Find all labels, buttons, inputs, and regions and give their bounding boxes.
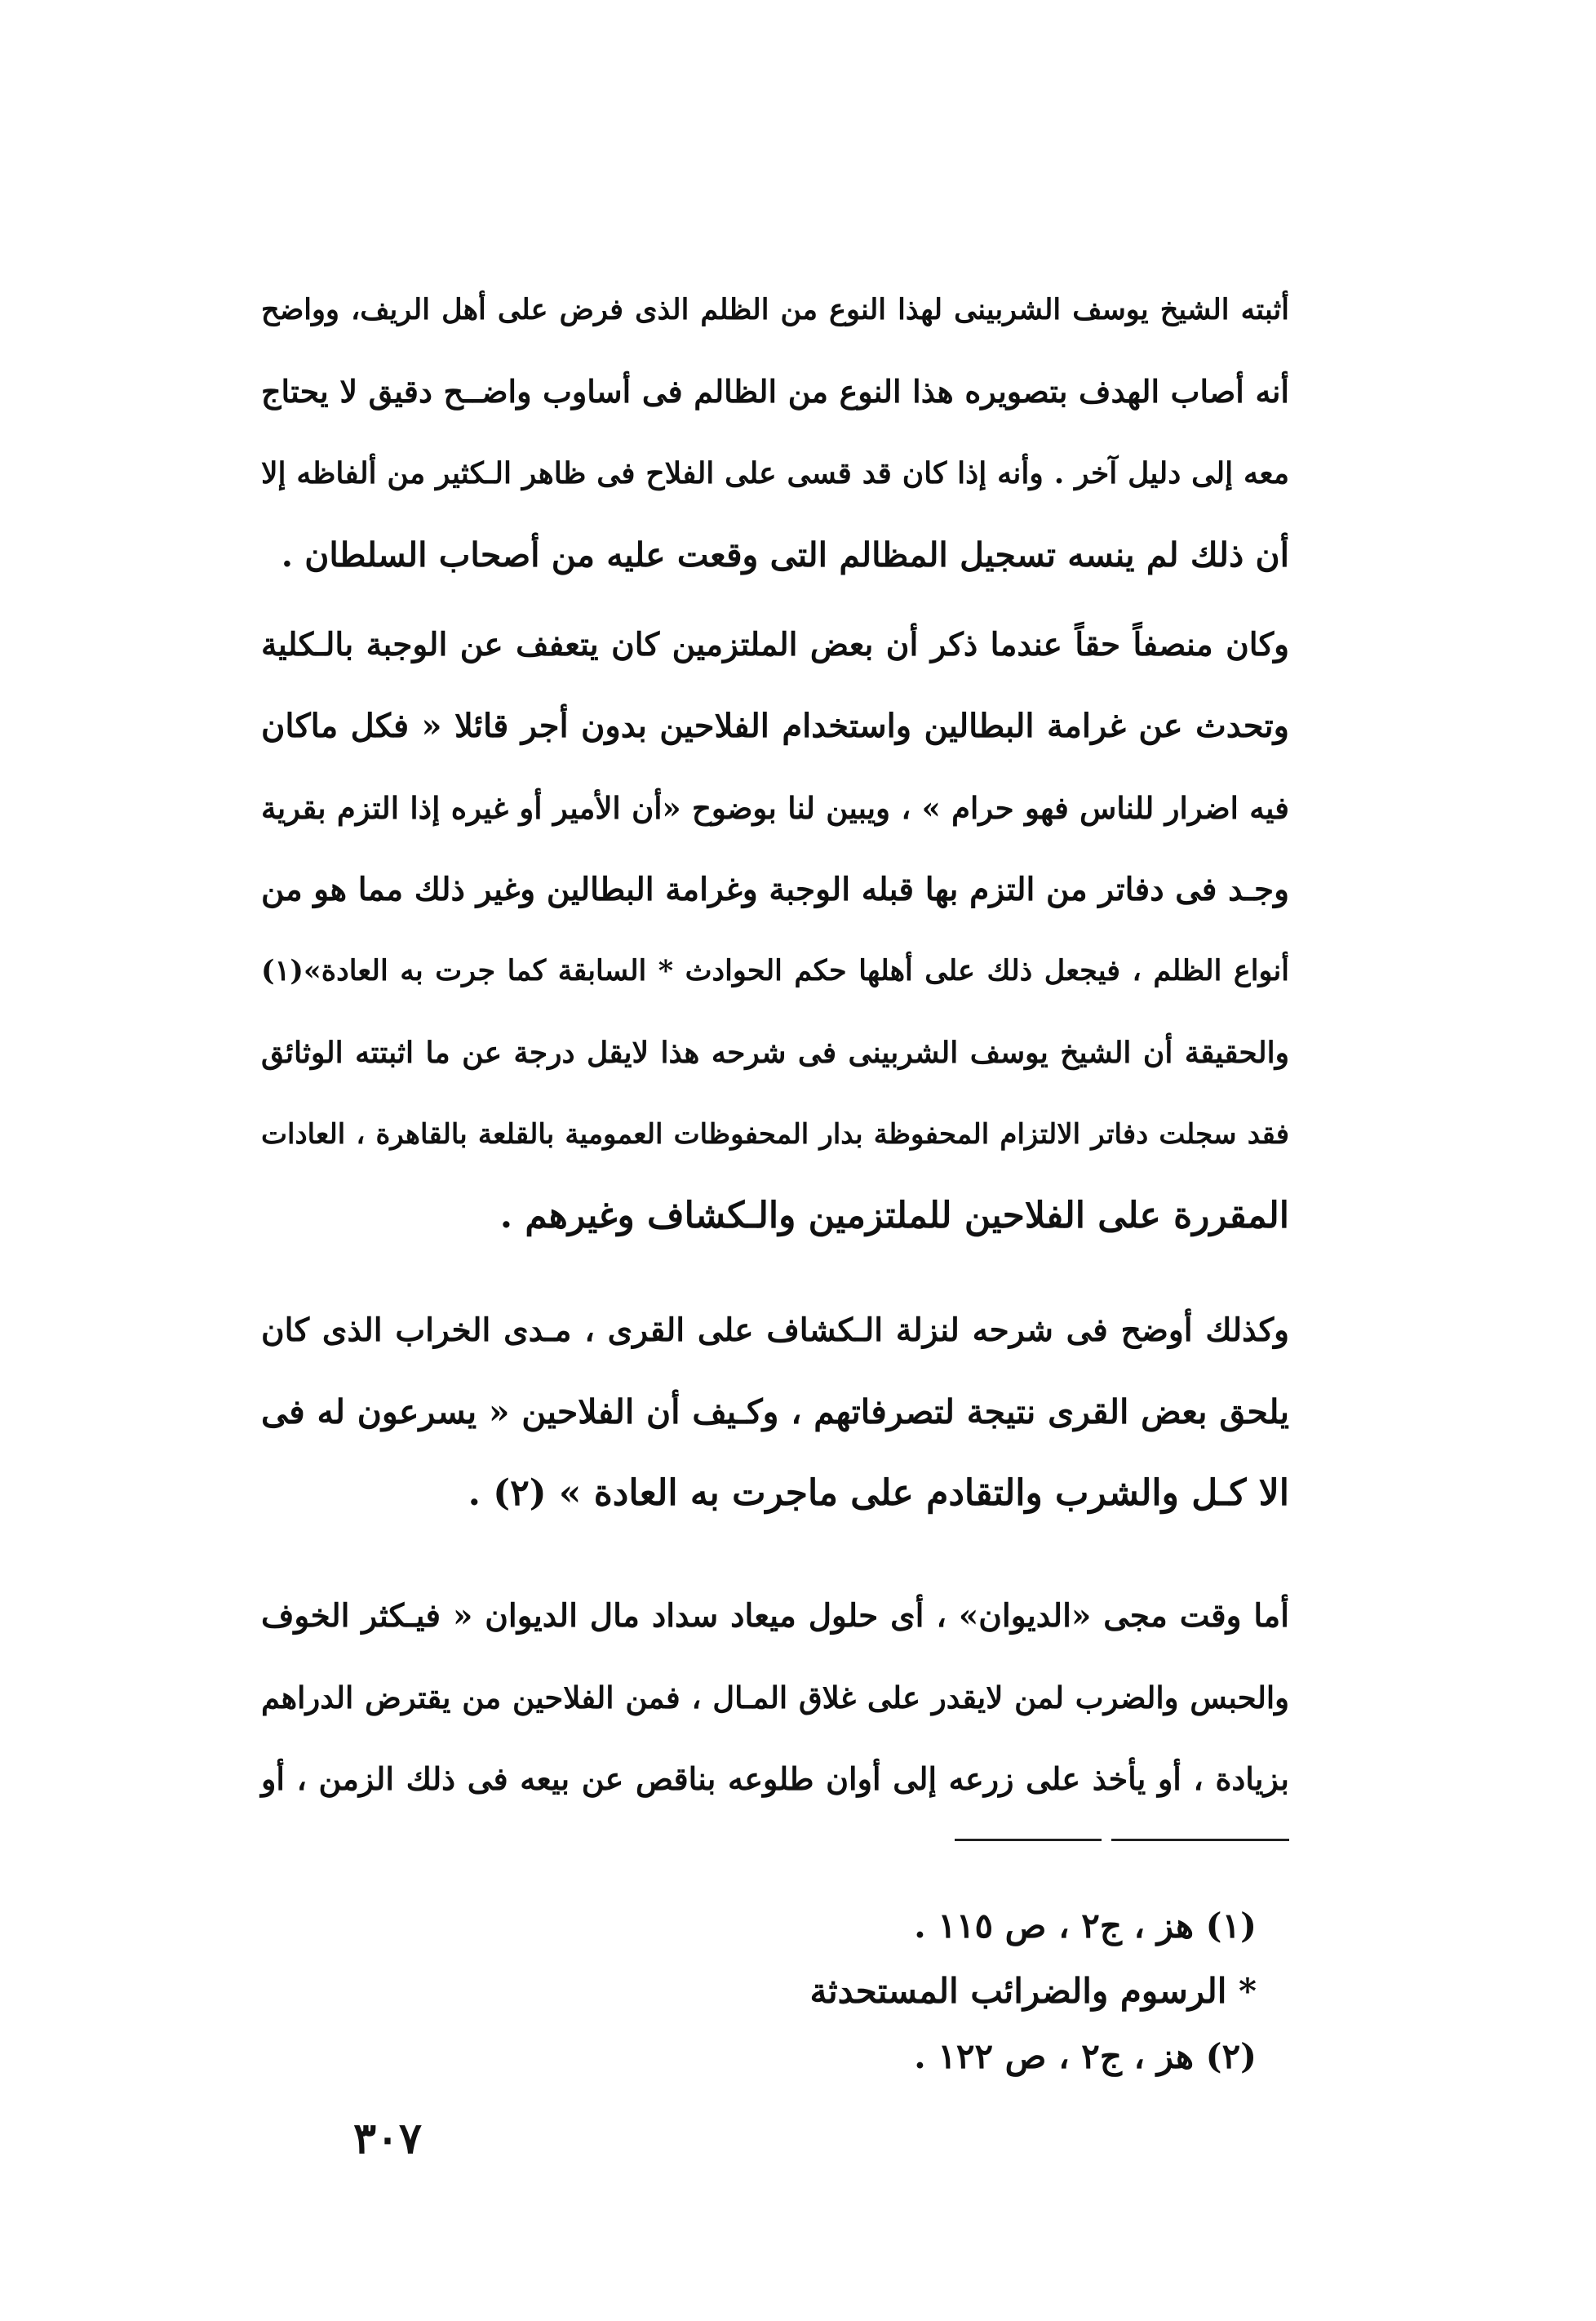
paragraph-4	[261, 1575, 1289, 1820]
paragraph-1	[261, 269, 1289, 596]
text-line: معه إلى دليل آخر . وأنه إذا كان قد قسى على الفلاح فى ظاهر الـكثير من ألفاظه إلا	[261, 456, 1289, 490]
text-line: أثبته الشيخ يوسف الشربينى لهذا النوع من الظلم الذى فرض على أهل الريف، وواضح	[261, 293, 1289, 326]
text-line: فقد سجلت دفاتر الالتزام المحفوظة بدار المحفوظات العمومية بالقلعة بالقاهرة ، العادات	[261, 1118, 1289, 1151]
paragraph-3	[261, 1289, 1289, 1534]
text-line: والحقيقة أن الشيخ يوسف الشربينى فى شرحه هذا لايقل درجة عن ما اثبتته الوثائق	[261, 1036, 1289, 1070]
text-line: الا كـل والشرب والتقادم على ماجرت به العادة » (٢) .	[468, 1472, 1289, 1514]
text-line: وكذلك أوضح فى شرحه لنزلة الـكشاف على القرى ، مـدى الخراب الذى كان	[261, 1311, 1289, 1349]
footnote-1: (١) هز ، ج٢ ، ص ١١٥ .	[914, 1906, 1257, 1946]
text-line: أما وقت مجى «الديوان» ، أى حلول ميعاد سداد مال الديوان « فيـكثر الخوف	[261, 1597, 1289, 1635]
text-line: وجـد فى دفاتر من التزم بها قبله الوجبة وغرامة البطالين وغير ذلك مما هو من	[261, 871, 1289, 908]
footnotes	[734, 1893, 1257, 2089]
paragraph-2	[261, 604, 1289, 1257]
text-line: أن ذلك لم ينسه تسجيل المظالم التى وقعت عليه من أصحاب السلطان .	[281, 535, 1289, 575]
text-line: المقررة على الفلاحين للملتزمين والـكشاف وغيرهم .	[499, 1195, 1289, 1236]
page-number: ٣٠٧	[353, 2114, 422, 2163]
footnote-asterisk: * الرسوم والضرائب المستحدثة	[809, 1971, 1257, 2011]
text-line: يلحق بعض القرى نتيجة لتصرفاتهم ، وكـيف أن الفلاحين « يسرعون له فى	[261, 1392, 1289, 1431]
text-line: وكان منصفاً حقاً عندما ذكر أن بعض الملتزمين كان يتعفف عن الوجبة بالـكلية	[261, 626, 1289, 663]
footnote-divider	[955, 1839, 1289, 1841]
text-line: وتحدث عن غرامة البطالين واستخدام الفلاحين بدون أجر قائلا « فكل ماكان	[261, 707, 1289, 745]
text-line: بزيادة ، أو يأخذ على زرعه إلى أوان طلوعه بناقص عن بيعه فى ذلك الزمن ، أو	[261, 1760, 1289, 1797]
footnote-2: (٢) هز ، ج٢ ، ص ١٢٢ .	[914, 2036, 1257, 2076]
text-line: أنه أصاب الهدف بتصويره هذا النوع من الظالم فى أساوب واضــح دقيق لا يحتاج	[261, 373, 1289, 410]
text-line: والحبس والضرب لمن لايقدر على غلاق المـال ، فمن الفلاحين من يقترض الدراهم	[261, 1680, 1289, 1715]
text-line: فيه اضرار للناس فهو حرام » ، ويبين لنا بوضوح «أن الأمير أو غيره إذا التزم بقرية	[261, 790, 1289, 826]
text-line: أنواع الظلم ، فيجعل ذلك على أهلها حكم الحوادث * السابقة كما جرت به العادة»(١)	[261, 954, 1289, 987]
